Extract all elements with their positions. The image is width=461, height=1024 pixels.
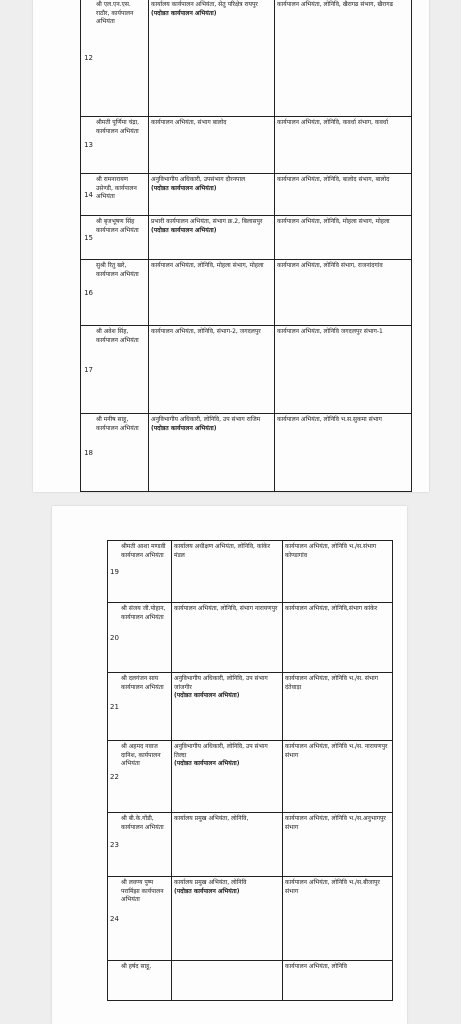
current-posting-text: कार्यपालन अभियंता, लोनिवि, मोहला संभाग, मोहला <box>151 262 264 269</box>
current-posting <box>172 673 283 741</box>
current-posting <box>149 117 275 174</box>
promotion-note: (पदोन्नत कार्यपालन अभियंता) <box>174 692 240 699</box>
new-posting-text: कार्यपालन अभियंता, लोनिवि भ.स.सुकमा संभाग <box>277 416 382 423</box>
serial-number-text: 15 <box>84 233 93 242</box>
new-posting <box>275 174 412 216</box>
current-posting <box>149 0 275 117</box>
new-posting <box>283 541 393 603</box>
officer-name <box>119 877 172 961</box>
serial-number-text: 19 <box>110 567 119 576</box>
new-posting <box>275 260 412 326</box>
officer-name-text: श्री एल.एन.एस. राठौर, कार्यपालन अभियंता <box>96 1 134 25</box>
serial-number-text: 16 <box>84 288 93 297</box>
current-posting-text: अनुविभागीय अधिकारी, उपसंभाग दौरनपाल <box>151 176 246 183</box>
officer-name <box>94 174 149 216</box>
promotion-note: (पदोन्नत कार्यपालन अभियंता) <box>174 760 240 767</box>
table-row <box>81 216 412 260</box>
current-posting <box>172 813 283 877</box>
new-posting <box>283 673 393 741</box>
document-page-2 <box>52 506 407 1024</box>
officer-name-text: श्री संजय जी.पोहान, कार्यपालन अभियंता <box>121 605 166 621</box>
new-posting <box>283 961 393 1001</box>
officer-name <box>94 0 149 117</box>
current-posting <box>172 961 283 1001</box>
officer-name <box>119 541 172 603</box>
current-posting-text: अनुविभागीय अधिकारी, लोनिवि, उप संभाग राजिम <box>151 416 261 423</box>
serial-number <box>108 603 120 673</box>
promotion-note: (पदोन्नत कार्यपालन अभियंता) <box>151 9 217 17</box>
current-posting-text: कार्यालय कार्यपालन अभियंता, सेतु परिक्षेत्र रायपुर <box>151 1 258 8</box>
officer-name-text: सुश्री रितु खरे, कार्यपालन अभियंता <box>96 262 139 278</box>
table-row <box>81 326 412 414</box>
officer-name <box>119 813 172 877</box>
officer-name <box>94 326 149 414</box>
new-posting-text: कार्यपालन अभियंता, लोनिवि,संभाग कांकेर <box>285 605 378 612</box>
serial-number <box>81 117 95 174</box>
current-posting <box>172 877 283 961</box>
promotion-note: (पदोन्नत कार्यपालन अभियंता) <box>151 184 217 192</box>
officer-name <box>119 673 172 741</box>
current-posting-text: कार्यालय अधीक्षण अभियंता, लोनिवि, कांकेर मंडल <box>174 543 271 559</box>
officer-name-text: श्री हर्षद साहू, <box>121 963 152 970</box>
officer-name-text: श्री रामनारायण उसेण्डी, कार्यपालन अभियंता <box>96 176 137 200</box>
new-posting <box>283 813 393 877</box>
current-posting <box>149 414 275 492</box>
officer-name <box>94 117 149 174</box>
officer-name-text: श्रीमती आशा मण्डवी कार्यपालन अभियंता <box>121 543 166 559</box>
current-posting-text: कार्यपालन अभियंता, संभाग बालोद <box>151 119 227 126</box>
officer-name <box>119 741 172 813</box>
current-posting <box>172 603 283 673</box>
new-posting <box>283 877 393 961</box>
serial-number-text: 23 <box>110 840 119 849</box>
new-posting-text: कार्यपालन अभियंता, लोनिवि भ./स. नारायणपुर संभाग <box>285 743 388 759</box>
current-posting <box>149 326 275 414</box>
current-posting-text: कार्यपालन अभियंता, लोनिवि, संभाग नारायणपुर <box>174 605 278 612</box>
officer-name-text: श्रीमती पूर्णिमा चंद्रा, कार्यपालन अभियंता <box>96 119 140 135</box>
serial-number-text: 20 <box>110 633 119 642</box>
new-posting-text: कार्यपालन अभियंता, लोनिवि, कवर्धा संभाग, कवर्धा <box>277 119 389 126</box>
new-posting-text: कार्यपालन अभियंता, लोनिवि संभाग, राजनांदगांव <box>277 262 383 269</box>
table-row <box>108 961 393 1001</box>
new-posting <box>275 117 412 174</box>
officer-name-text: श्री अहमद नवाज दानिश, कार्यपालन अभियंता <box>121 743 161 767</box>
current-posting <box>149 260 275 326</box>
serial-number <box>108 961 120 1001</box>
new-posting <box>275 414 412 492</box>
serial-number <box>81 260 95 326</box>
table-row <box>81 0 412 117</box>
new-posting <box>275 216 412 260</box>
new-posting-text: कार्यपालन अभियंता, लोनिवि भ./स.बीजापुर संभाग <box>285 879 380 895</box>
table-row <box>108 541 393 603</box>
document-page-1 <box>33 0 429 492</box>
officer-name-text: श्री अवेश सिंह, कार्यपालन अभियंता <box>96 328 139 344</box>
new-posting-text: कार्यपालन अभियंता, लोनिवि, मोहला संभाग, मोहला <box>277 218 390 225</box>
officer-name <box>119 603 172 673</box>
current-posting <box>172 741 283 813</box>
officer-name-text: श्री दलगंजन साय कार्यपालन अभियंता <box>121 675 164 691</box>
new-posting-text: कार्यपालन अभियंता, लोनिवि भ./स.संभाग कोण्डागांव <box>285 543 377 559</box>
promotion-note: (पदोन्नत कार्यपालन अभियंता) <box>151 226 217 234</box>
current-posting-text: कार्यपालन अभियंता, लोनिवि, संभाग-2, जगदलपुर <box>151 328 261 335</box>
serial-number-text: 18 <box>84 448 93 457</box>
serial-number-text: 21 <box>110 702 119 711</box>
serial-number <box>108 813 120 877</box>
promotion-note: (पदोन्नत कार्यपालन अभियंता) <box>174 887 240 895</box>
current-posting-text: अनुविभागीय अधिकारी, लोनिवि, उप संभाग तिल्दा <box>174 743 268 759</box>
serial-number-text: 22 <box>110 772 119 781</box>
serial-number <box>108 877 120 961</box>
new-posting-text: कार्यपालन अभियंता, लोनिवि भ./स.अनुभागपुर संभाग <box>285 815 386 831</box>
serial-number <box>108 673 120 741</box>
table-row <box>108 673 393 741</box>
serial-number-text: 14 <box>84 190 93 199</box>
officer-name <box>94 414 149 492</box>
table-row <box>108 813 393 877</box>
officer-name-text: श्री बी.के.गोंडी, कार्यपालन अभियंता <box>121 815 164 831</box>
table-row <box>108 603 393 673</box>
serial-number <box>108 541 120 603</box>
serial-number-text: 24 <box>110 914 119 923</box>
transfer-table-2 <box>107 540 393 1001</box>
promotion-note: (पदोन्नत कार्यपालन अभियंता) <box>151 424 217 432</box>
officer-name <box>94 260 149 326</box>
serial-number <box>108 741 120 813</box>
current-posting-text: प्रभारी कार्यपालन अभियंता, संभाग क्र.2, बिलासपुर <box>151 218 263 225</box>
officer-name <box>94 216 149 260</box>
officer-name-text: श्री मनीष साहू, कार्यपालन अभियंता <box>96 416 139 432</box>
new-posting <box>275 326 412 414</box>
new-posting-text: कार्यपालन अभियंता, लोनिवि जगदलपुर संभाग-1 <box>277 328 383 335</box>
officer-name <box>119 961 172 1001</box>
officer-name-text: श्री बृजभूषण सिंह कार्यपालन अभियंता <box>96 218 139 234</box>
serial-number-text: 17 <box>84 365 93 374</box>
transfer-table-1 <box>80 0 412 492</box>
serial-number <box>81 326 95 414</box>
new-posting <box>283 741 393 813</box>
current-posting <box>172 541 283 603</box>
serial-number <box>81 216 95 260</box>
officer-name-text: श्री लवण्य पुष्प परामिंझा कार्यपालन अभियंता <box>121 879 164 903</box>
new-posting <box>275 0 412 117</box>
current-posting-text: कार्यालय प्रमुख अभियंता, लोनिवि <box>174 879 247 886</box>
table-row <box>81 414 412 492</box>
table-row <box>108 877 393 961</box>
new-posting-text: कार्यपालन अभियंता, लोनिवि भ./स. संभाग दंतेवाड़ा <box>285 675 379 691</box>
table-row <box>108 741 393 813</box>
new-posting-text: कार्यपालन अभियंता, लोनिवि <box>285 963 347 970</box>
new-posting-text: कार्यपालन अभियंता, लोनिवि, खैरागढ संभाग, खैरागढ <box>277 1 394 8</box>
table-row <box>81 174 412 216</box>
current-posting-text: अनुविभागीय अधिकारी, लोनिवि, उप संभाग जांजगीर <box>174 675 268 691</box>
serial-number <box>81 174 95 216</box>
current-posting <box>149 216 275 260</box>
table-row <box>81 260 412 326</box>
table-row <box>81 117 412 174</box>
current-posting-text: कार्यालय प्रमुख अभियंता, लोनिवि, <box>174 815 249 822</box>
serial-number-text: 12 <box>84 53 93 62</box>
serial-number-text: 13 <box>84 141 93 149</box>
new-posting <box>283 603 393 673</box>
current-posting <box>149 174 275 216</box>
serial-number <box>81 414 95 492</box>
new-posting-text: कार्यपालन अभियंता, लोनिवि, बालोद संभाग, बालोद <box>277 176 390 183</box>
serial-number <box>81 0 95 117</box>
